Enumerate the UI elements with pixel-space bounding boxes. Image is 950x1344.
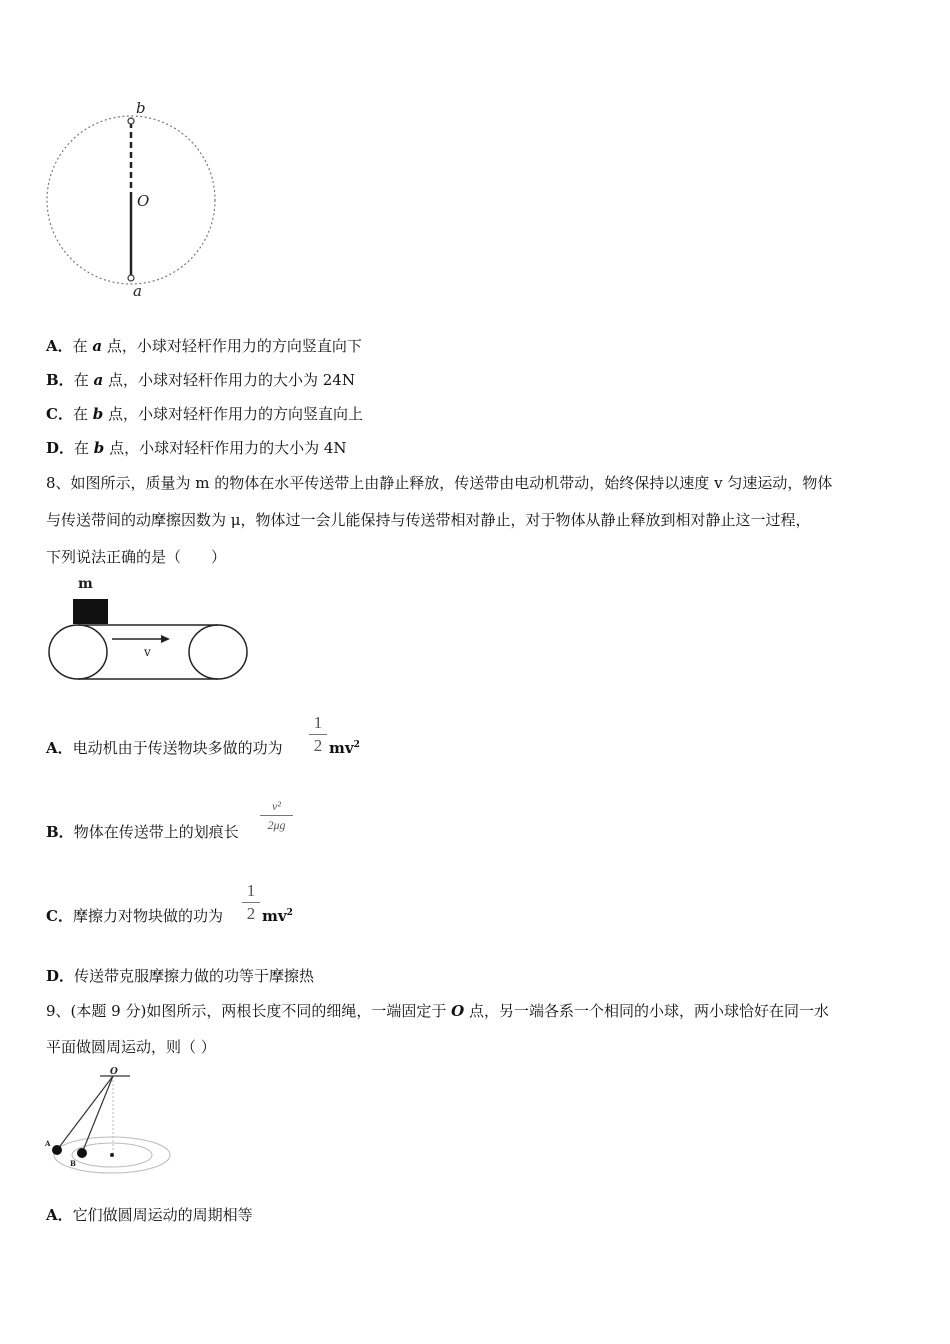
q9-option-a: A．它们做圆周运动的周期相等 bbox=[46, 1206, 253, 1224]
q9-stem-line-1: 9、(本题 9 分)如图所示，两根长度不同的细绳，一端固定于 O 点，另一端各系一个相同的小球，两小球恰好在同一水 bbox=[46, 1002, 829, 1020]
label-o: O bbox=[110, 1067, 118, 1077]
q8-option-c-fraction bbox=[242, 882, 260, 923]
orbit-center bbox=[110, 1153, 114, 1157]
string-b bbox=[82, 1076, 113, 1153]
right-pulley bbox=[189, 625, 247, 679]
q8-stem-line-3: 下列说法正确的是（ ） bbox=[46, 548, 227, 566]
point-b-marker bbox=[128, 118, 134, 124]
ball-a bbox=[52, 1145, 62, 1155]
q9-stem-line-2: 平面做圆周运动，则（ ） bbox=[46, 1038, 216, 1056]
label-b: B bbox=[70, 1159, 76, 1168]
label-b: b bbox=[136, 99, 146, 117]
left-pulley bbox=[49, 625, 107, 679]
label-o: O bbox=[137, 192, 150, 210]
fraction-denominator: 2μg bbox=[267, 818, 286, 832]
q7-option-d: D．在 b 点，小球对轻杆作用力的大小为 4N bbox=[46, 439, 347, 457]
figure-conveyor-belt bbox=[44, 572, 254, 684]
figure-vertical-circle bbox=[40, 95, 230, 305]
fraction-numerator: 1 bbox=[246, 881, 256, 900]
block-m bbox=[73, 599, 108, 624]
fraction-numerator: v² bbox=[272, 799, 281, 813]
ball-b bbox=[77, 1148, 87, 1158]
q8-stem-line-2: 与传送带间的动摩擦因数为 μ，物体过一会儿能保持与传送带相对静止，对于物体从静止释放到相对静止这一过程， bbox=[46, 511, 811, 529]
q8-option-b: B．物体在传送带上的划痕长 bbox=[46, 823, 239, 841]
q7-option-c: C．在 b 点，小球对轻杆作用力的方向竖直向上 bbox=[46, 405, 364, 423]
q7-option-b: B．在 a 点，小球对轻杆作用力的大小为 24N bbox=[46, 371, 355, 389]
fraction-denominator: 2 bbox=[246, 904, 256, 923]
q8-option-a: A．电动机由于传送物块多做的功为 bbox=[46, 739, 283, 757]
figure-conical-pendulums bbox=[40, 1064, 175, 1184]
fraction-denominator: 2 bbox=[313, 736, 323, 755]
q8-option-c-tail: $mv^2$ bbox=[262, 907, 293, 925]
q8-option-a-fraction bbox=[309, 714, 327, 755]
q7-option-a: A．在 a 点，小球对轻杆作用力的方向竖直向下 bbox=[46, 337, 362, 355]
q8-option-c: C．摩擦力对物块做的功为 bbox=[46, 907, 223, 925]
q8-option-b-fraction bbox=[260, 799, 293, 832]
velocity-arrowhead bbox=[161, 635, 170, 643]
mass-label: m bbox=[78, 576, 93, 592]
point-a-marker bbox=[128, 275, 134, 281]
q8-option-a-tail: $mv^2$ bbox=[329, 739, 360, 757]
velocity-label: v bbox=[144, 645, 151, 659]
label-a: a bbox=[133, 282, 142, 300]
label-a: A bbox=[45, 1139, 51, 1148]
q8-stem-line-1: 8、如图所示，质量为 m 的物体在水平传送带上由静止释放，传送带由电动机带动，始终保持以速度 v 匀速运动，物体 bbox=[46, 474, 833, 492]
q8-option-d: D．传送带克服摩擦力做的功等于摩擦热 bbox=[46, 967, 315, 985]
fraction-numerator: 1 bbox=[313, 713, 323, 732]
